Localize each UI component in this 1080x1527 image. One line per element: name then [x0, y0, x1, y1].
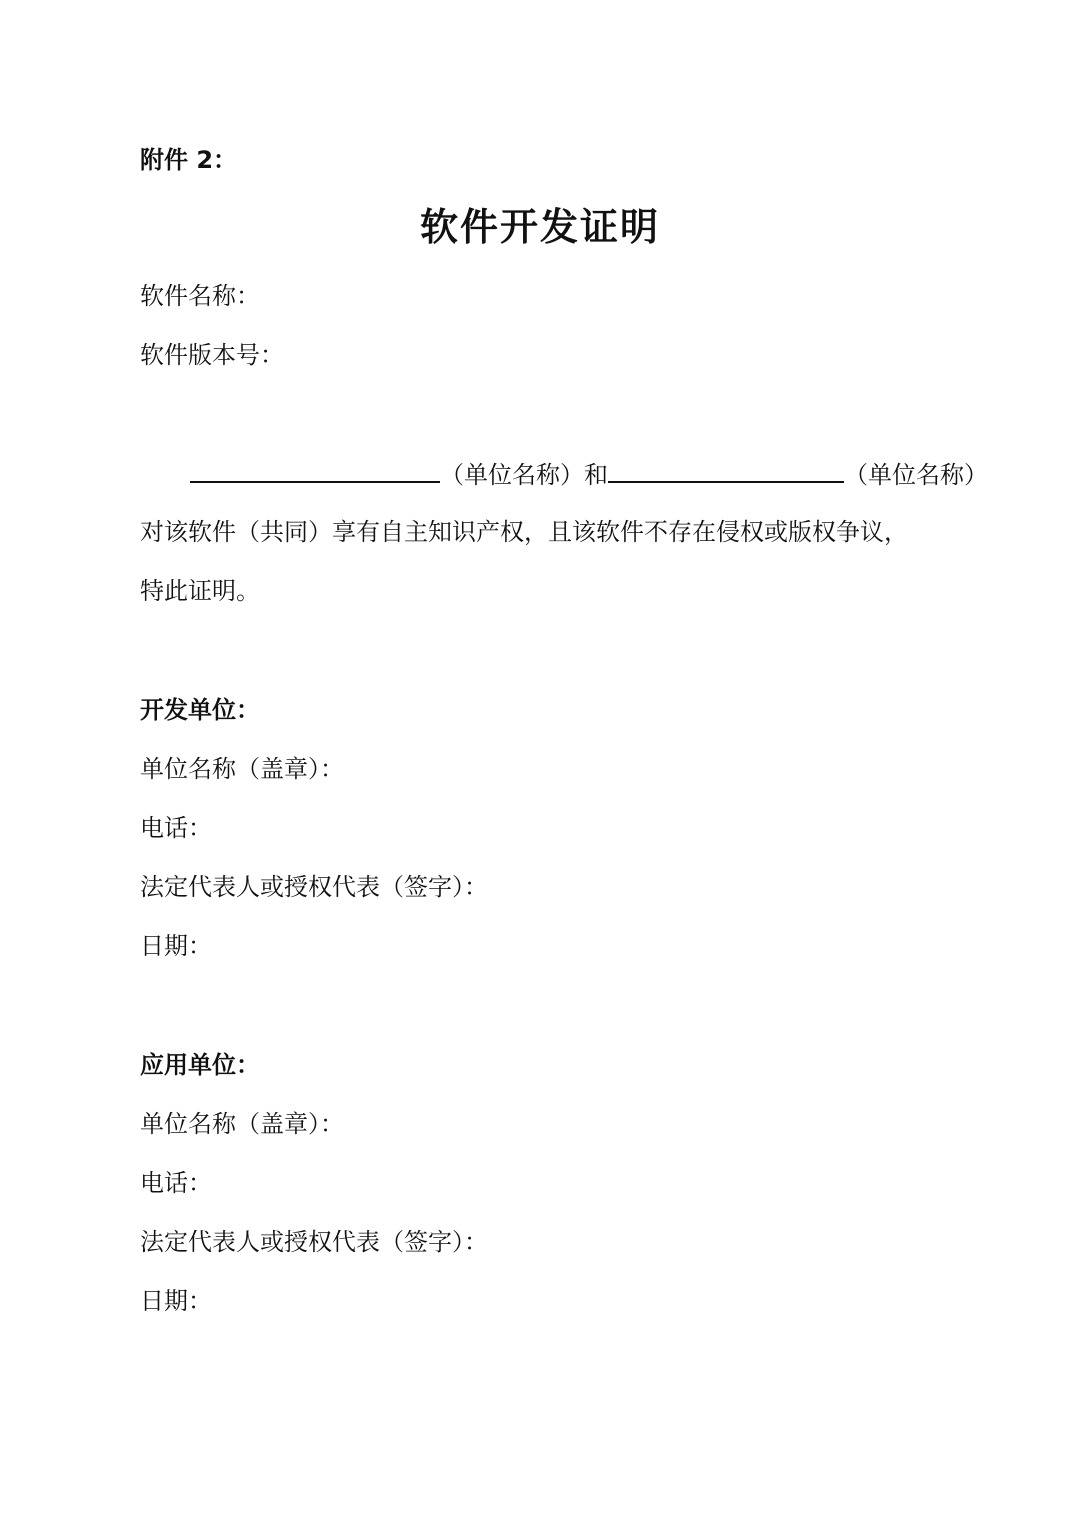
software-version-label: 软件版本号： — [140, 341, 284, 369]
document-title: 软件开发证明 — [419, 205, 660, 249]
developer-heading: 开发单位： — [140, 696, 260, 724]
unit-names-row — [190, 457, 988, 491]
developer-date-label: 日期： — [140, 932, 212, 960]
developer-phone-label: 电话： — [140, 814, 212, 842]
user-unit-date-label: 日期： — [140, 1287, 212, 1315]
user-unit-heading: 应用单位： — [140, 1051, 260, 1079]
statement-line-1: 对该软件（共同）享有自主知识产权，且该软件不存在侵权或版权争议， — [140, 518, 908, 546]
unit-name-placeholder-2: （单位名称） — [844, 461, 988, 489]
attachment-label: 附件 2： — [140, 146, 238, 174]
user-unit-representative-label: 法定代表人或授权代表（签字）： — [140, 1228, 488, 1256]
user-unit-phone-label: 电话： — [140, 1169, 212, 1197]
user-unit-name-label: 单位名称（盖章）： — [140, 1110, 344, 1138]
developer-representative-label: 法定代表人或授权代表（签字）： — [140, 873, 488, 901]
unit-name-blank-1[interactable] — [190, 457, 440, 483]
unit-name-placeholder-1: （单位名称）和 — [440, 461, 608, 489]
unit-name-blank-2[interactable] — [608, 457, 844, 483]
statement-line-2: 特此证明。 — [140, 577, 260, 605]
software-name-label: 软件名称： — [140, 282, 260, 310]
developer-unit-name-label: 单位名称（盖章）： — [140, 755, 344, 783]
